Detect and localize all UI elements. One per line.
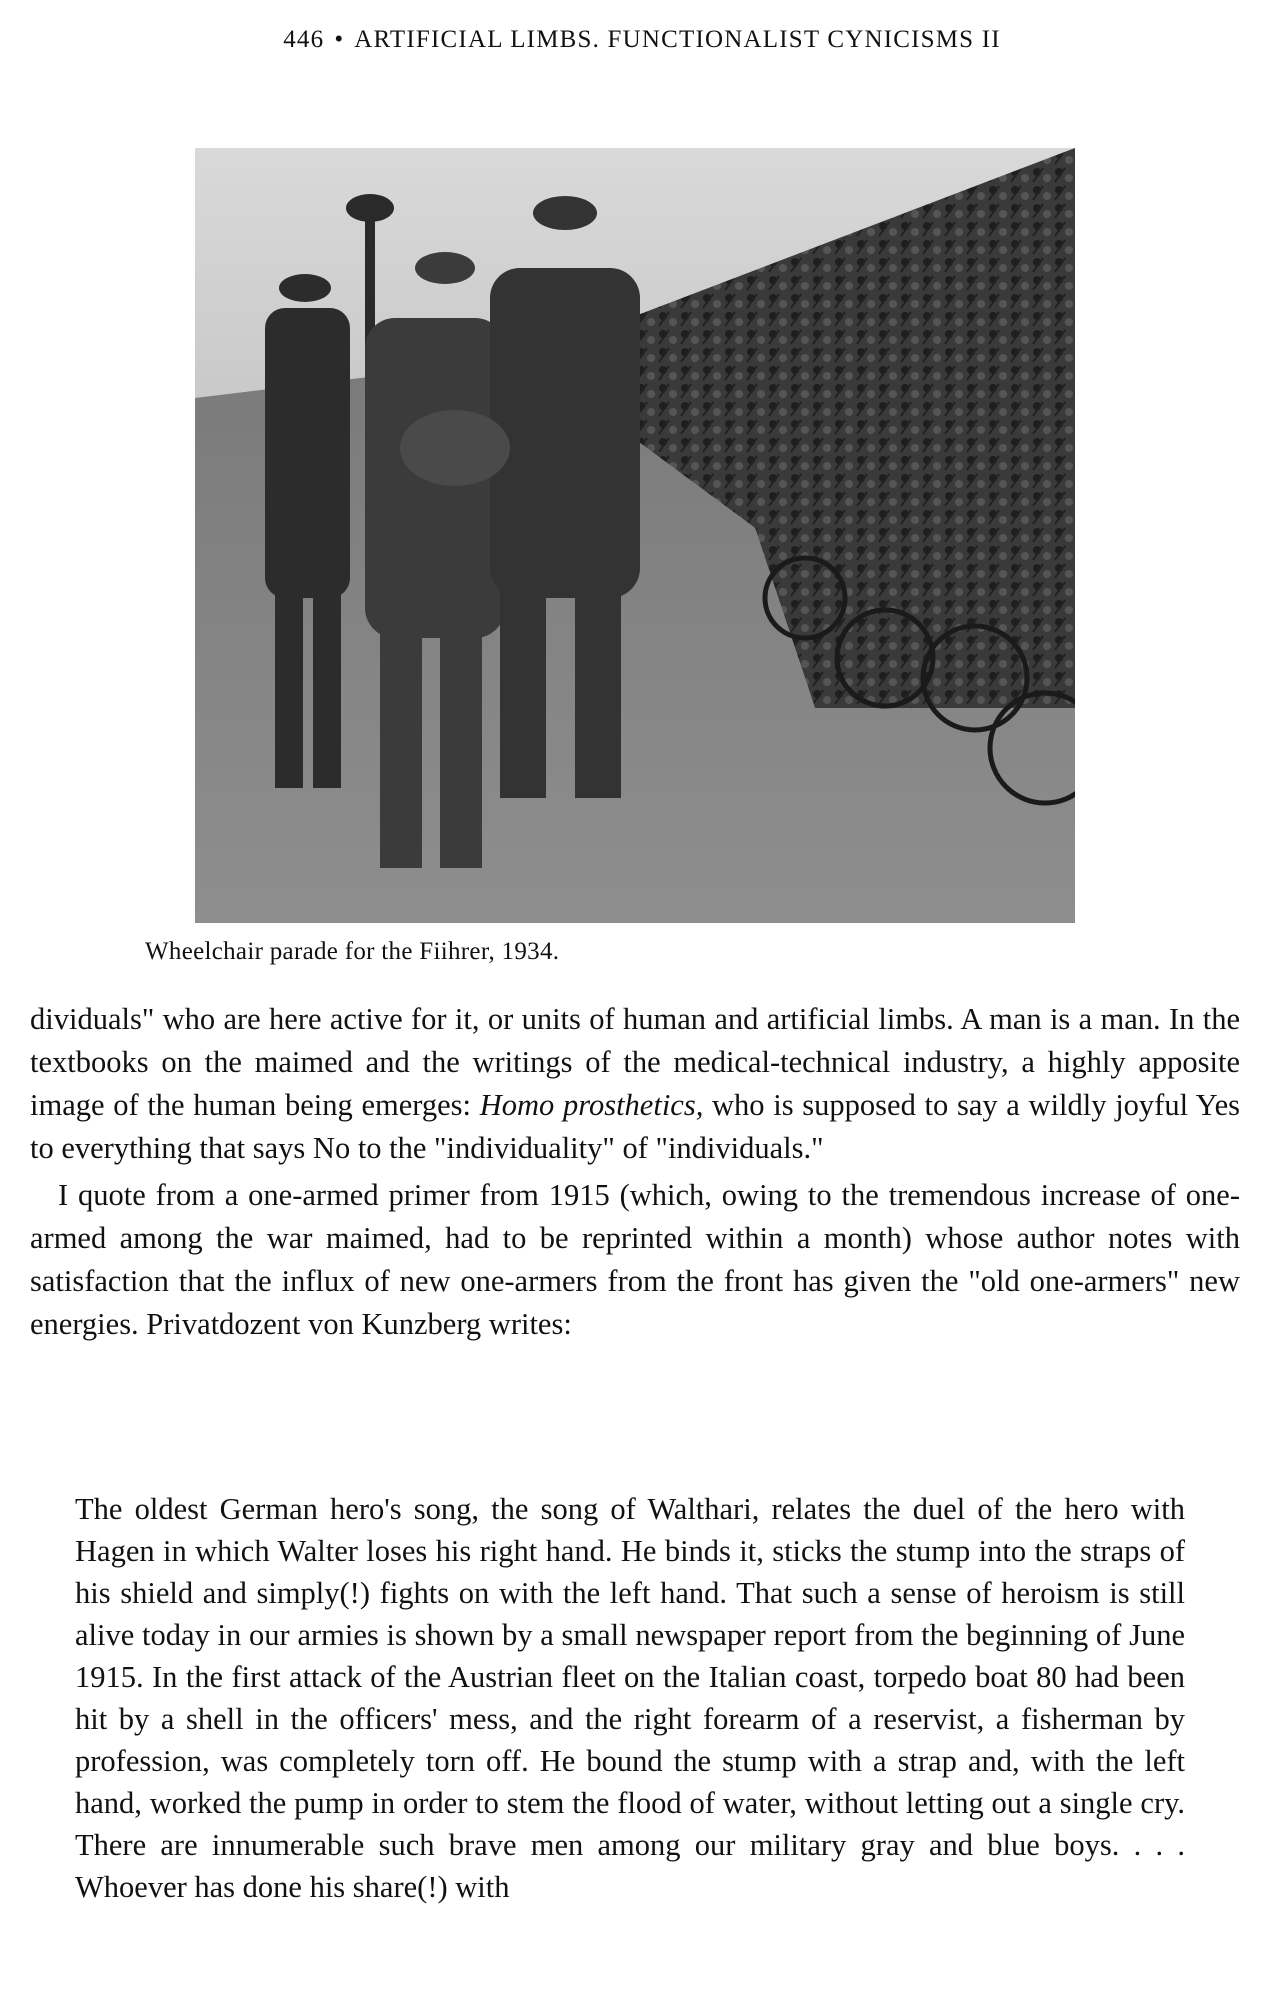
parade-photograph <box>195 148 1075 923</box>
paragraph-2: I quote from a one-armed primer from 1915 (which, owing to the tremendous increase of one-armed among the war maimed, had to be reprinted within a month) whose author notes with satisfaction that the influx of new one-armers from the front has given the "old one-armers" new energies. Privatdozent von Kunzberg writes: <box>30 1178 1240 1341</box>
figure-caption: Wheelchair parade for the Fiihrer, 1934. <box>145 938 560 965</box>
block-quote <box>75 1488 1185 1908</box>
paragraph-1-text-a: dividuals" who are here active for it, or units of human and artificial limbs. A man is a man. In the textbooks on the maimed and the writings of the medical-technical industry, a highly apposite image of the human being emerges: <box>30 1002 1240 1122</box>
running-title: ARTIFICIAL LIMBS. FUNCTIONALIST CYNICISMS II <box>354 26 1001 53</box>
paragraph-1-text-b: who is supposed to say a wildly joyful Yes to everything that says No to the "individuality" of "individuals." <box>30 1088 1241 1165</box>
paragraph-1-italic-term: Homo prosthetics, <box>479 1088 704 1122</box>
page-number: 446 <box>283 26 325 53</box>
running-header <box>0 26 1284 54</box>
photo-illustration <box>195 148 1075 923</box>
block-quote-text: The oldest German hero's song, the song of Walthari, relates the duel of the hero with Hagen in which Walter loses his right hand. He binds it, sticks the stump into the straps of his shield and simply(!) fights on with the left hand. That such a sense of heroism is still alive today in our armies is shown by a small newspaper report from the beginning of June 1915. In the first attack of the Austrian fleet on the Italian coast, torpedo boat 80 had been hit by a shell in the officers' mess, and the right forearm of a reservist, a fisherman by profession, was completely torn off. He bound the stump with a strap and, with the left hand, worked the pump in order to stem the flood of water, without letting out a single cry. There are innumerable such brave men among our military gray and blue boys. . . . Whoever has done his share(!) with <box>75 1492 1185 1904</box>
body-text <box>30 998 1240 1346</box>
paragraph-1 <box>30 998 1240 1170</box>
header-separator: • <box>334 26 345 53</box>
